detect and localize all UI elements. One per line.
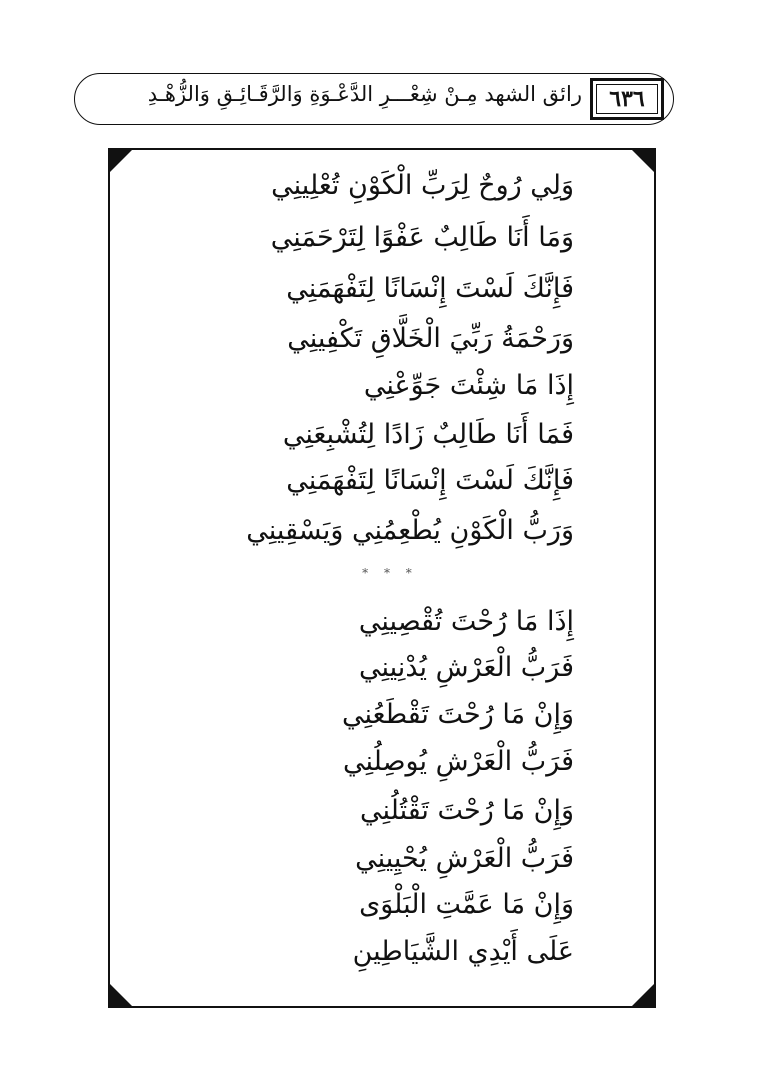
verse-line: فَمَا أَنَا طَالِبٌ زَادًا لِتُشْبِعَنِي: [282, 419, 574, 450]
verse-line: وَرَحْمَةُ رَبِّيَ الْخَلَّاقِ تَكْفِينِي: [287, 323, 574, 354]
verse-line: وَلِي رُوحٌ لِرَبِّ الْكَوْنِ تُعْلِينِي: [271, 170, 574, 201]
verse-line: وَإِنْ مَا عَمَّتِ الْبَلْوَى: [359, 889, 574, 920]
page-number: ٦٣٦: [609, 86, 645, 112]
frame-corner-bottom-right: [630, 982, 656, 1008]
section-separator: * * *: [362, 566, 418, 580]
verse-line: عَلَى أَيْدِي الشَّيَاطِينِ: [352, 936, 574, 967]
verse-line: وَإِنْ مَا رُحْتَ تَقْطَعُنِي: [341, 699, 574, 730]
verse-line: فَرَبُّ الْعَرْشِ يُحْيِينِي: [355, 843, 574, 874]
running-title: رائق الشهد مِـنْ شِعْـــرِ الدَّعْـوَةِ وَالرَّقَـائِـقِ وَالزُّهْـدِ: [147, 82, 582, 106]
verse-line: فَرَبُّ الْعَرْشِ يُوصِلُنِي: [343, 746, 574, 777]
frame-corner-bottom-left: [108, 982, 134, 1008]
verse-line: فَرَبُّ الْعَرْشِ يُدْنِينِي: [359, 652, 574, 683]
verse-line: وَرَبُّ الْكَوْنِ يُطْعِمُنِي وَيَسْقِينِي: [246, 515, 574, 546]
verse-line: وَمَا أَنَا طَالِبٌ عَفْوًا لِتَرْحَمَنِي: [270, 222, 574, 253]
frame-corner-top-left: [108, 148, 134, 174]
verse-line: إِذَا مَا رُحْتَ تُقْصِينِي: [358, 606, 574, 637]
verse-line: فَإِنَّكَ لَسْتَ إِنْسَانًا لِتَفْهَمَنِي: [286, 465, 574, 496]
frame-corner-top-right: [630, 148, 656, 174]
verse-line: فَإِنَّكَ لَسْتَ إِنْسَانًا لِتَفْهَمَنِي: [286, 273, 574, 304]
page-number-box: [590, 78, 664, 120]
verse-line: إِذَا مَا شِئْتَ جَوِّعْنِي: [363, 370, 574, 401]
verse-line: وَإِنْ مَا رُحْتَ تَقْتُلُنِي: [360, 795, 574, 826]
